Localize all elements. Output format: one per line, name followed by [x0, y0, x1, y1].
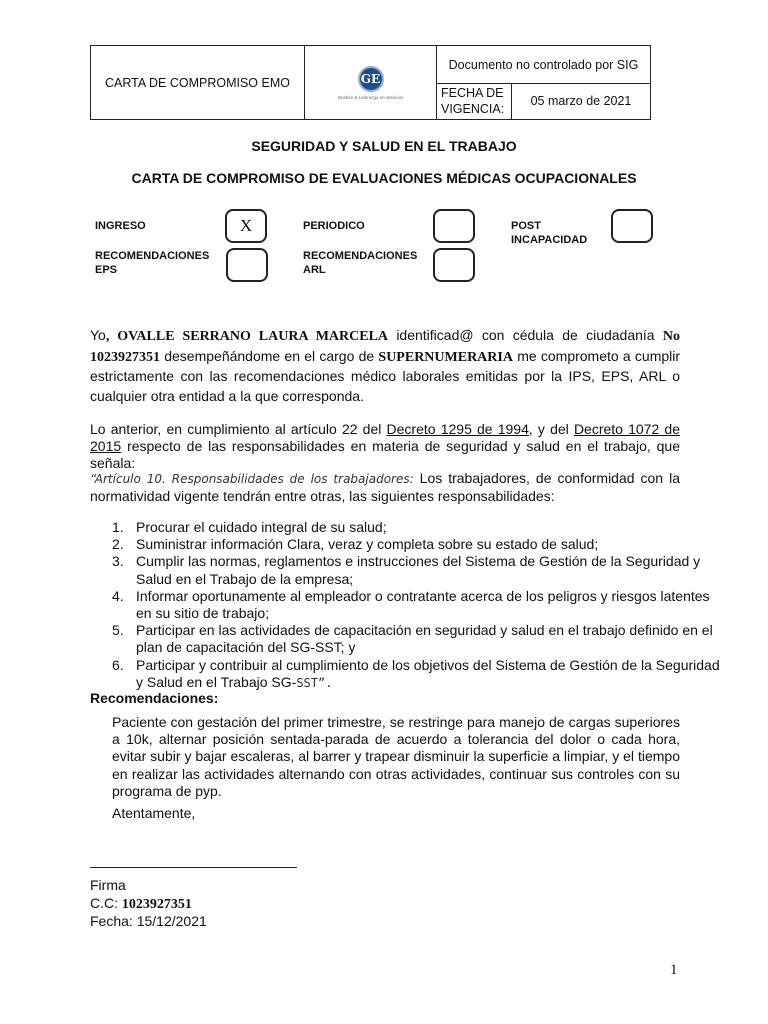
option-ingreso-label: INGRESO [95, 220, 146, 232]
list-item-text: Informar oportunamente al empleador o contratante acerca de los peligros y riesgos latentes en su sitio de trabajo; [136, 587, 710, 622]
list-item-text: Cumplir las normas, reglamentos e instrucciones del Sistema de Gestión de la Seguridad y Salud en el Trabajo de la empresa; [136, 553, 701, 587]
fecha-value: 15/12/2021 [136, 913, 207, 929]
list-number: 5. [112, 622, 124, 639]
fecha-vigencia-label: FECHA DE VIGENCIA: [437, 83, 512, 119]
option-post-incapacidad-label: POST INCAPACIDAD [511, 220, 588, 246]
firma-label: Firma [90, 877, 126, 893]
list-number: 3. [112, 553, 124, 570]
option-rec-arl-label: RECOMENDACIONES ARL [303, 250, 418, 276]
id-number-label: No [662, 329, 680, 344]
main-title: SEGURIDAD Y SALUD EN EL TRABAJO [251, 138, 517, 154]
id-number: 1023927351 [90, 349, 160, 365]
recommendations-text: Paciente con gestación del primer trimestre, se restringe para manejo de cargas superiores a 10k, alternar posición sentada-parada de acuerdo a tolerancia del dolor o cada hora, evitar subir y bajar escaleras, al barrer y trapear disminuir la superficie a limpiar, y el tiempo en realizar las actividades alternando con otras actividades, continuar sus controles con su programa de pyp. [112, 714, 680, 799]
text-y-del: , y del [528, 421, 569, 437]
cc-line [90, 895, 192, 913]
document-header-table [90, 45, 651, 120]
list-number: 1. [112, 519, 124, 535]
text-cargo: desempeñándome en el cargo de [164, 347, 375, 364]
article-title: “Artículo 10. Responsabilidades de los trabajadores: [90, 472, 414, 486]
cc-label: C.C: [90, 895, 118, 911]
decreto-1072-link: Decreto 1072 de 2015 [90, 421, 680, 454]
list-item-tail: SST”. [296, 675, 333, 690]
company-logo [305, 46, 437, 119]
commitment-paragraph: Yo, OVALLE SERRANO LAURA MARCELA identificad@ con cédula de ciudadanía No 1023927351 desempeñándome en el cargo de SUPERNUMERARIA me comprometo a cumplir estrictamente con las recomendaciones médico laborales emitidas por la IPS, EPS, ARL o cualquier otra entidad a la que corresponda. [90, 327, 681, 404]
text-respecto: respecto de las responsabilidades en materia de seguridad y salud en el trabajo, que señala: [90, 438, 680, 471]
text-identificado: identificad@ con cédula de ciudadanía [396, 327, 655, 343]
option-rec-eps-label: RECOMENDACIONES EPS [95, 250, 210, 276]
logo-emblem-icon: GE [358, 66, 384, 92]
cc-value: 1023927351 [121, 897, 192, 912]
list-item-text: Suministrar información Clara, veraz y completa sobre su estado de salud; [136, 536, 599, 553]
control-note: Documento no controlado por SIG [437, 46, 650, 84]
list-number: 2. [112, 536, 124, 553]
recommendations-heading: Recomendaciones: [90, 690, 219, 706]
list-item [112, 519, 726, 536]
list-item [112, 587, 726, 622]
option-rec-eps-checkbox[interactable] [226, 248, 268, 282]
job-position: SUPERNUMERARIA [378, 349, 513, 365]
article-paragraph [90, 470, 680, 505]
employee-name: OVALLE SERRANO LAURA MARCELA [117, 329, 389, 344]
list-item-text: Procurar el cuidado integral de su salud; [136, 519, 387, 535]
option-ingreso-checkbox[interactable]: X [225, 209, 267, 243]
list-item-text: Participar en las actividades de capacitación en seguridad y salud en el trabajo definido en el plan de capacitación del SG-SST; y [136, 622, 713, 656]
sub-title: CARTA DE COMPROMISO DE EVALUACIONES MÉDICAS OCUPACIONALES [131, 170, 637, 186]
list-item [112, 656, 726, 692]
closing-text: Atentamente, [112, 805, 196, 821]
list-item [112, 553, 726, 587]
text-lo-anterior: Lo anterior, en cumplimiento al artículo 22 del [90, 421, 382, 437]
responsibilities-list [90, 519, 726, 692]
list-item-text: Participar y contribuir al cumplimiento de los objetivos del Sistema de Gestión de la Seguridad y Salud en el Trabajo SG- [136, 656, 720, 690]
list-item [112, 622, 726, 656]
article-text: Los trabajadores, de conformidad con la normatividad vigente tendrán entre otras, las siguientes responsabilidades: [90, 470, 680, 504]
text-compromiso: me comprometo a cumplir estrictamente con las recomendaciones médico laborales emitidas por la IPS, EPS, ARL o cualquier otra entidad a la que corresponda. [90, 347, 681, 404]
decreto-1295-link: Decreto 1295 de 1994 [386, 421, 529, 437]
text-yo: Yo [90, 327, 106, 343]
legal-basis-paragraph [90, 421, 680, 472]
fecha-label: Fecha: [90, 913, 133, 929]
list-number: 6. [112, 656, 124, 673]
list-item [112, 536, 726, 553]
fecha-vigencia-value: 05 marzo de 2021 [530, 94, 632, 108]
logo-caption: Gestión & Liderazgo en servicios [337, 94, 404, 100]
document-title-cell: CARTA DE COMPROMISO EMO [91, 46, 305, 119]
page-number: 1 [670, 962, 678, 978]
list-number: 4. [112, 587, 124, 604]
option-post-incapacidad-checkbox[interactable] [611, 209, 653, 243]
option-periodico-label: PERIODICO [303, 220, 365, 232]
option-rec-arl-checkbox[interactable] [433, 248, 475, 282]
fecha-line [90, 913, 207, 929]
option-periodico-checkbox[interactable] [433, 209, 475, 243]
signature-line [90, 867, 297, 868]
